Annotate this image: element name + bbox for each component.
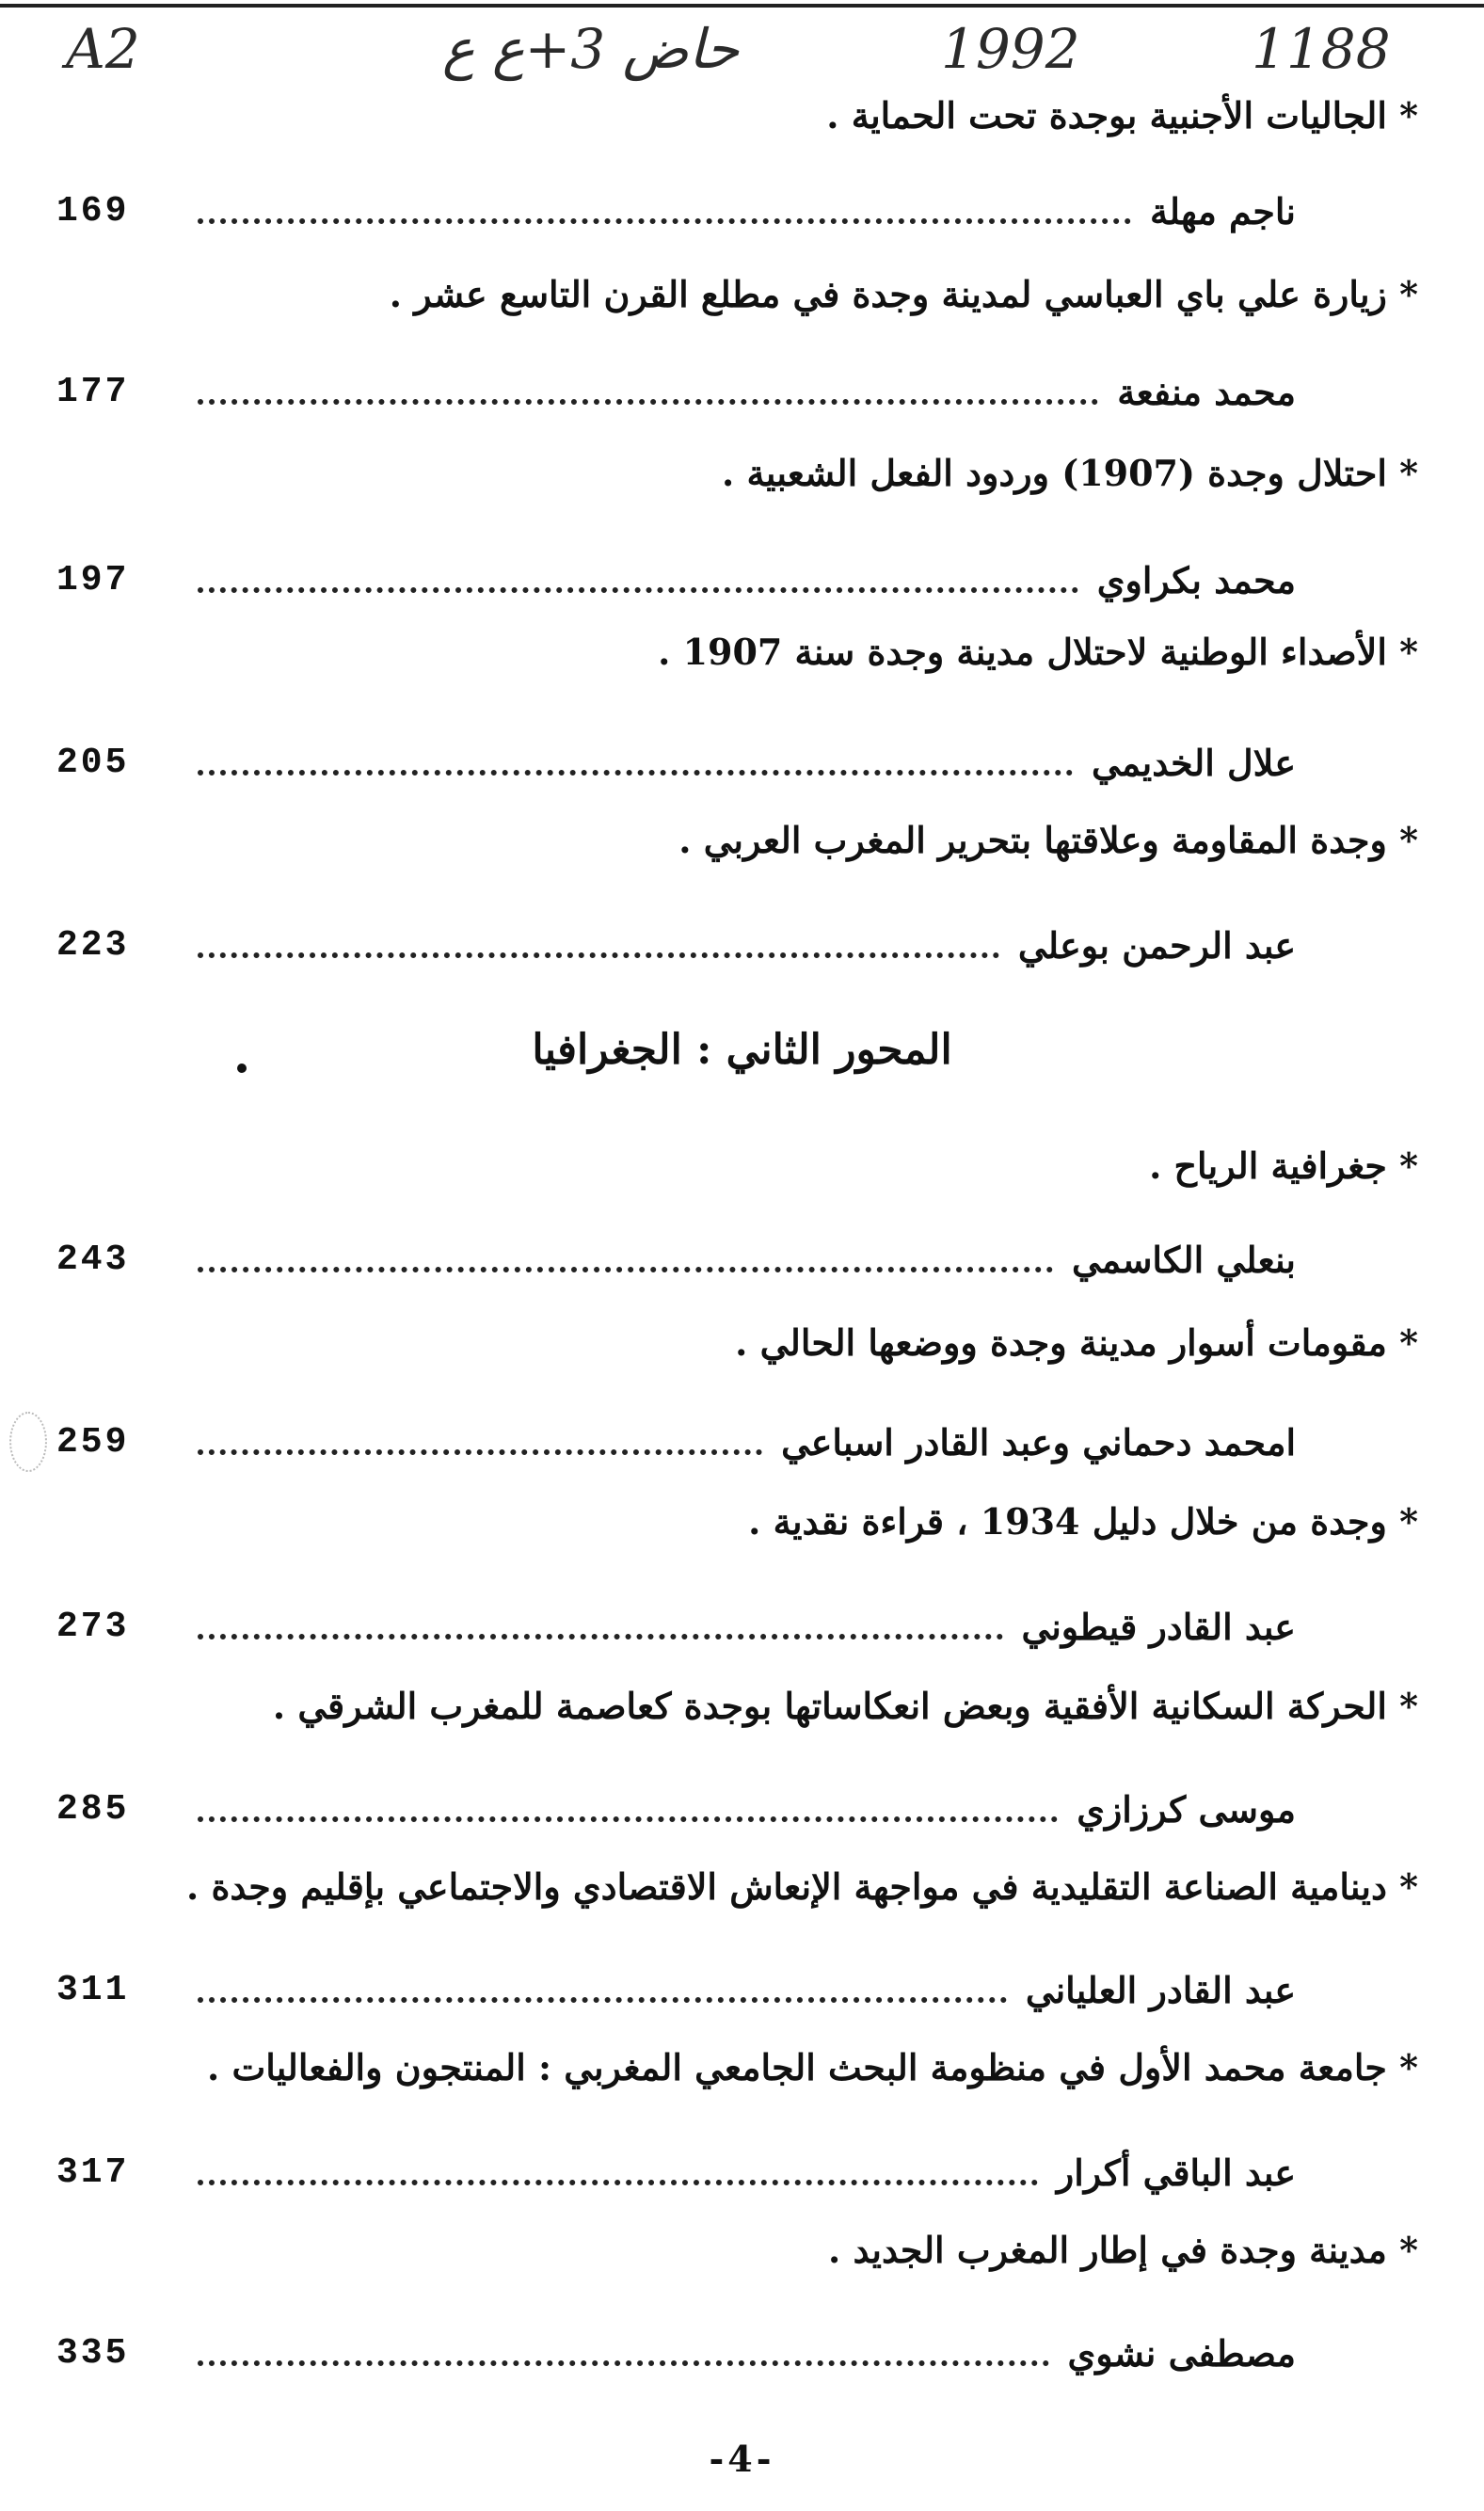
page-number: 285 bbox=[56, 1788, 130, 1830]
entry-title: * وجدة من خلال دليل 1934 ، قراءة نقدية . bbox=[748, 1500, 1418, 1543]
entry-title: * وجدة المقاومة وعلاقتها بتحرير المغرب العربي . bbox=[678, 819, 1418, 861]
entry-title: * جامعة محمد الأول في منظومة البحث الجامعي المغربي : المنتجون والفعاليات . bbox=[206, 2046, 1418, 2088]
page-number: 259 bbox=[56, 1421, 130, 1463]
handwritten-note: A2 bbox=[66, 17, 140, 81]
dot-leader bbox=[198, 587, 1078, 593]
dot-leader bbox=[198, 952, 999, 958]
entry-title: * احتلال وجدة (1907) وردود الفعل الشعبية . bbox=[722, 452, 1418, 494]
entry-title: * دينامية الصناعة التقليدية في مواجهة الإنعاش الاقتصادي والاجتماعي بإقليم وجدة . bbox=[185, 1865, 1418, 1908]
page-number: 197 bbox=[56, 559, 130, 600]
dot-leader bbox=[198, 2360, 1049, 2366]
entry-author: مصطفى نشوي bbox=[1067, 2331, 1296, 2375]
entry-author: علال الخديمي bbox=[1091, 741, 1296, 784]
entry-title: * جغرافية الرياح . bbox=[1149, 1144, 1418, 1187]
entry-author: امحمد دحماني وعبد القادر اسباعي bbox=[781, 1420, 1296, 1463]
toc-entry bbox=[56, 1600, 1296, 1653]
dot-leader bbox=[198, 1267, 1053, 1272]
toc-entry bbox=[56, 365, 1296, 418]
toc-entry bbox=[56, 1233, 1296, 1286]
entry-title: * الحركة السكانية الأفقية وبعض انعكاساتها بوجدة كعاصمة للمغرب الشرقي . bbox=[272, 1685, 1418, 1727]
page-number: 223 bbox=[56, 924, 130, 966]
toc-entry bbox=[56, 2146, 1296, 2199]
entry-author: محمد منفعة bbox=[1117, 370, 1296, 413]
page-number: 177 bbox=[56, 371, 130, 412]
entry-author: بنعلي الكاسمي bbox=[1071, 1238, 1296, 1281]
toc-entry bbox=[56, 919, 1296, 971]
entry-title: * الجاليات الأجنبية بوجدة تحت الحماية . bbox=[826, 94, 1418, 136]
dot-leader bbox=[198, 1816, 1058, 1822]
page-number: 169 bbox=[56, 190, 130, 232]
margin-stamp bbox=[9, 1412, 47, 1472]
page-number: 317 bbox=[56, 2151, 130, 2193]
entry-author: موسى كرزازي bbox=[1077, 1787, 1296, 1831]
page-number: 311 bbox=[56, 1969, 130, 2010]
page-footer-number: -4- bbox=[709, 2438, 775, 2480]
entry-title: * مقومات أسوار مدينة وجدة ووضعها الحالي . bbox=[735, 1321, 1418, 1364]
dot-leader bbox=[198, 1634, 1003, 1639]
toc-entry bbox=[56, 1415, 1296, 1468]
dot-leader bbox=[198, 218, 1131, 224]
dot-leader bbox=[198, 770, 1073, 776]
section-heading: المحور الثاني : الجغرافيا bbox=[532, 1026, 952, 1074]
entry-author: عبد القادر العلياني bbox=[1025, 1968, 1296, 2011]
toc-entry bbox=[56, 736, 1296, 789]
entry-author: محمد بكراوي bbox=[1096, 558, 1296, 601]
toc-entry bbox=[56, 1963, 1296, 2016]
dot-leader bbox=[198, 1449, 762, 1455]
page-number: 335 bbox=[56, 2332, 130, 2374]
entry-author: ناجم مهلة bbox=[1150, 189, 1296, 232]
entry-title: * مدينة وجدة في إطار المغرب الجديد . bbox=[828, 2229, 1418, 2271]
dot-leader bbox=[198, 1997, 1007, 2003]
toc-entry bbox=[56, 2327, 1296, 2379]
page-number: 243 bbox=[56, 1239, 130, 1280]
entry-author: عبد الرحمن بوعلي bbox=[1017, 923, 1296, 967]
handwritten-note: 1992 bbox=[941, 17, 1080, 81]
stray-dot bbox=[237, 1064, 247, 1073]
entry-title: * الأصداء الوطنية لاحتلال مدينة وجدة سنة 1907 . bbox=[658, 631, 1418, 673]
entry-title: * زيارة علي باي العباسي لمدينة وجدة في مطلع القرن التاسع عشر . bbox=[389, 273, 1418, 315]
dot-leader bbox=[198, 2180, 1038, 2185]
toc-entry bbox=[56, 1783, 1296, 1835]
handwritten-note: حاض 3+ع ع bbox=[442, 17, 740, 81]
entry-author: عبد القادر قيطوني bbox=[1021, 1605, 1296, 1648]
handwritten-note: 1188 bbox=[1252, 17, 1391, 81]
page-number: 273 bbox=[56, 1606, 130, 1647]
page-number: 205 bbox=[56, 742, 130, 783]
top-rule bbox=[0, 4, 1484, 8]
dot-leader bbox=[198, 399, 1098, 405]
toc-entry bbox=[56, 553, 1296, 606]
entry-author: عبد الباقي أكرار bbox=[1056, 2151, 1296, 2194]
toc-entry bbox=[56, 184, 1296, 237]
